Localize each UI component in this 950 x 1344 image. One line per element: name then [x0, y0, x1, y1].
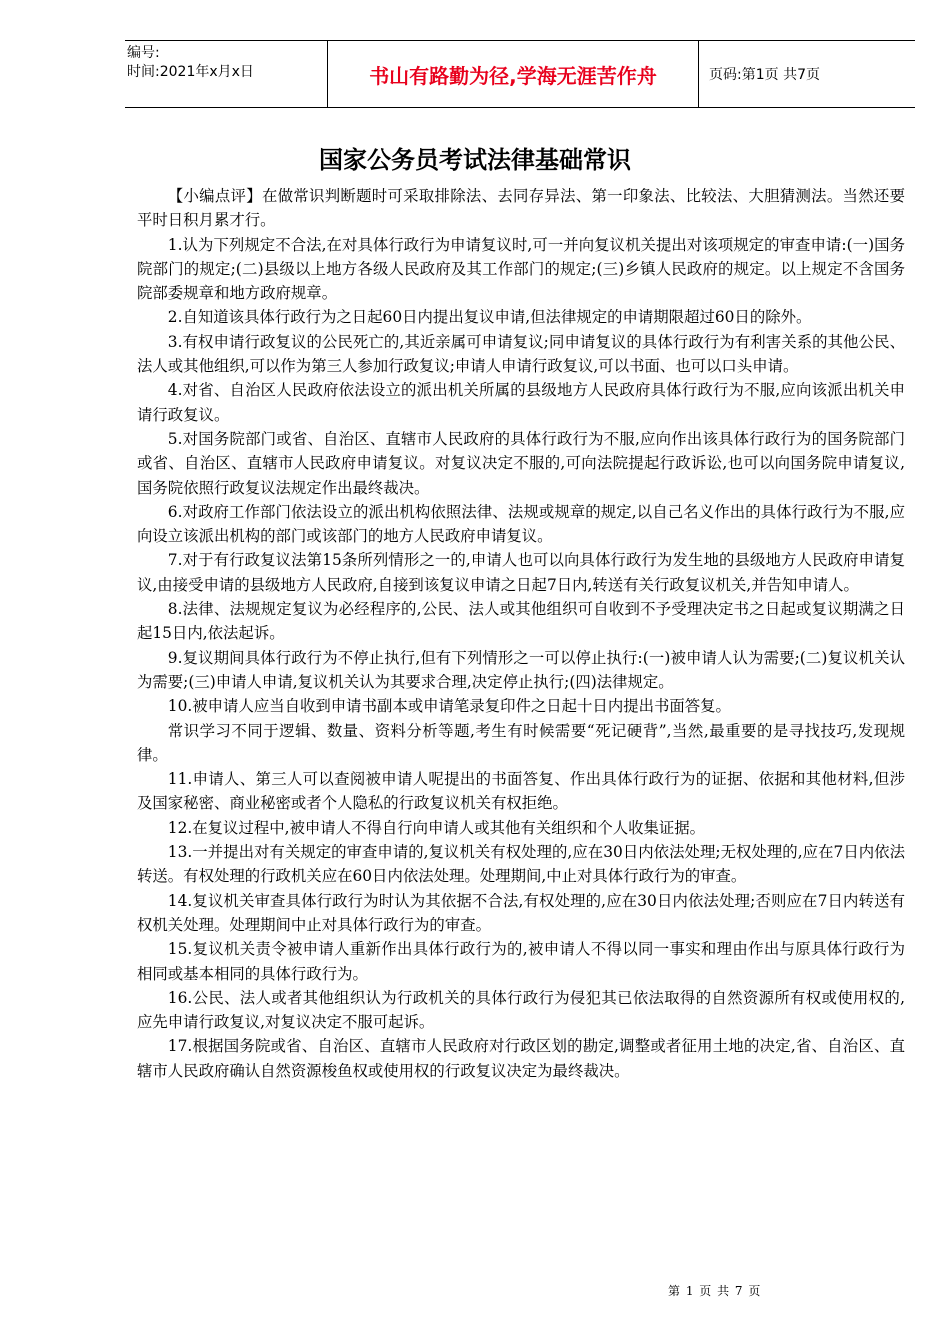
document-title: 国家公务员考试法律基础常识: [319, 146, 631, 174]
paragraph-item-10: 10.被申请人应当自收到申请书副本或申请笔录复印件之日起十日内提出书面答复。: [167, 697, 731, 716]
paragraph-item-17: 17.根据国务院或省、自治区、直辖市人民政府对行政区划的勘定,调整或者征用土地的决定,省、自治区、直辖市人民政府确认自然资源梭鱼权或使用权的行政复议决定为最终裁决。: [137, 1037, 905, 1080]
number-label: 编号:: [127, 45, 160, 61]
time-label: 时间:2021年x月x日: [127, 64, 254, 80]
paragraph-item-8: 8.法律、法规规定复议为必经程序的,公民、法人或其他组织可自收到不予受理决定书之日起或复议期满之日起15日内,依法起诉。: [137, 600, 905, 643]
paragraph-item-3: 3.有权申请行政复议的公民死亡的,其近亲属可申请复议;同申请复议的具体行政行为有利害关系的其他公民、法人或其他组织,可以作为第三人参加行政复议;申请人申请行政复议,可以书面、也可以口头申请。: [137, 332, 905, 376]
header-table: [125, 40, 915, 108]
paragraph-item-11: 11.申请人、第三人可以查阅被申请人呢提出的书面答复、作出具体行政行为的证据、依据和其他材料,但涉及国家秘密、商业秘密或者个人隐私的行政复议机关有权拒绝。: [137, 770, 905, 813]
paragraph-intro: 【小编点评】在做常识判断题时可采取排除法、去同存异法、第一印象法、比较法、大胆猜测法。当然还要平时日积月累才行。: [137, 187, 905, 230]
paragraph-item-9: 9.复议期间具体行政行为不停止执行,但有下列情形之一可以停止执行:(一)被申请人认为需要;(二)复议机关认为需要;(三)申请人申请,复议机关认为其要求合理,决定停止执行;(四)法律规定。: [137, 648, 905, 691]
paragraph-note: 常识学习不同于逻辑、数量、资料分析等题,考生有时候需要“死记硬背”,当然,最重要的是寻找技巧,发现规律。: [137, 721, 905, 764]
paragraph-item-12: 12.在复议过程中,被申请人不得自行向申请人或其他有关组织和个人收集证据。: [167, 818, 706, 837]
header-page-info: 页码:第1页 共7页: [709, 67, 820, 83]
paragraph-item-5: 5.对国务院部门或省、自治区、直辖市人民政府的具体行政行为不服,应向作出该具体行政行为的国务院部门或省、自治区、直辖市人民政府申请复议。对复议决定不服的,可向法院提起行政诉讼,也可以向国务院申请复议,国务院依照行政复议法规定作出最终裁决。: [137, 429, 905, 497]
paragraph-item-16: 16.公民、法人或者其他组织认为行政机关的具体行政行为侵犯其已依法取得的自然资源所有权或使用权的,应先申请行政复议,对复议决定不服可起诉。: [137, 988, 905, 1032]
paragraph-item-4: 4.对省、自治区人民政府依法设立的派出机关所属的县级地方人民政府具体行政行为不服,应向该派出机关申请行政复议。: [137, 381, 905, 424]
paragraph-item-13: 13.一并提出对有关规定的审查申请的,复议机关有权处理的,应在30日内依法处理;无权处理的,应在7日内依法转送。有权处理的行政机关应在60日内依法处理。处理期间,中止对具体行政行为的审查。: [137, 843, 905, 886]
paragraph-item-7: 7.对于有行政复议法第15条所列情形之一的,申请人也可以向具体行政行为发生地的县级地方人民政府申请复议,由接受申请的县级地方人民政府,自接到该复议申请之日起7日内,转送有关行政复议机关,并告知申请人。: [137, 551, 905, 594]
paragraph-item-14: 14.复议机关审查具体行政行为时认为其依据不合法,有权处理的,应在30日内依法处理;否则应在7日内转送有权机关处理。处理期间中止对具体行政行为的审查。: [137, 891, 905, 934]
document-body: [137, 184, 905, 1083]
paragraph-item-1: 1.认为下列规定不合法,在对具体行政行为申请复议时,可一并向复议机关提出对该项规定的审查申请:(一)国务院部门的规定;(二)县级以上地方各级人民政府及其工作部门的规定;(三)乡镇人民政府的规定。以上规定不含国务院部委规章和地方政府规章。: [137, 235, 905, 303]
page-footer: 第 1 页 共 7 页: [668, 1284, 762, 1298]
paragraph-item-6: 6.对政府工作部门依法设立的派出机构依照法律、法规或规章的规定,以自己名义作出的具体行政行为不服,应向设立该派出机构的部门或该部门的地方人民政府申请复议。: [137, 502, 905, 546]
paragraph-item-15: 15.复议机关责令被申请人重新作出具体行政行为的,被申请人不得以同一事实和理由作出与原具体行政行为相同或基本相同的具体行政行为。: [137, 940, 905, 983]
header-meta: [125, 41, 327, 107]
header-motto: 书山有路勤为径,学海无涯苦作舟: [327, 41, 699, 107]
paragraph-item-2: 2.自知道该具体行政行为之日起60日内提出复议申请,但法律规定的申请期限超过60日的除外。: [167, 308, 812, 327]
